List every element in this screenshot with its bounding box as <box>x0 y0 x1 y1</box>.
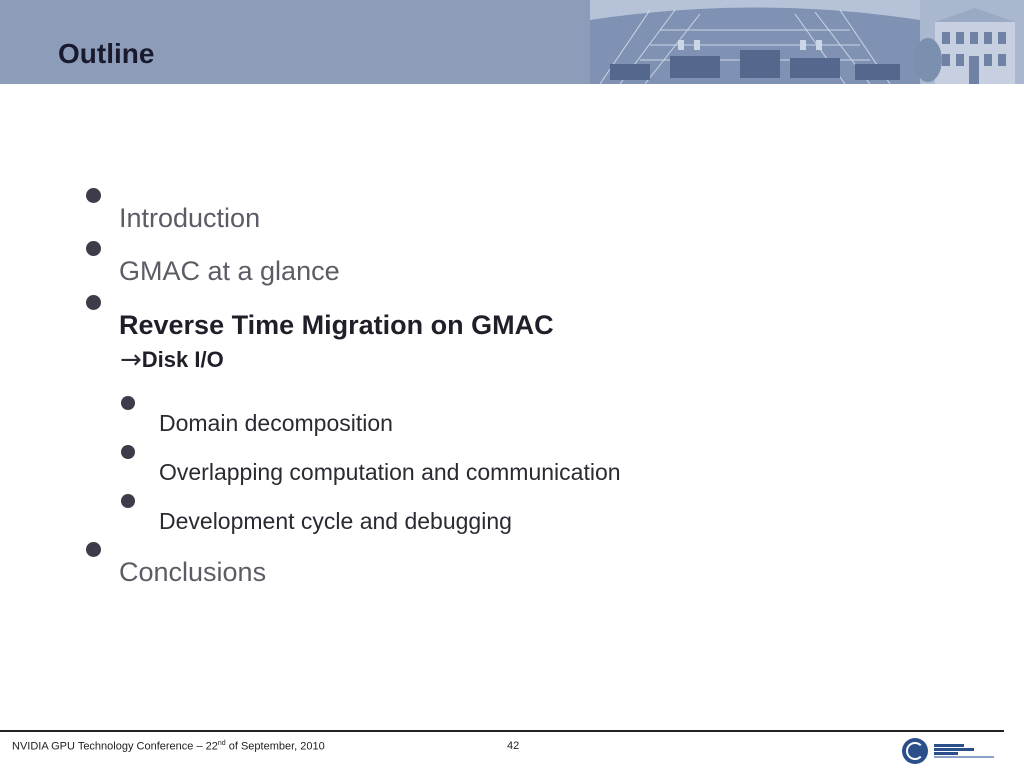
sub-list-item-text: Development cycle and debugging <box>159 508 512 534</box>
sub-list-item-text: Overlapping computation and communication <box>159 459 621 485</box>
list-item <box>86 295 554 340</box>
sub-list-item-text: Domain decomposition <box>159 410 393 436</box>
sub-list-item <box>121 445 621 485</box>
page-title: Outline <box>58 38 155 69</box>
bsc-logo <box>902 736 1012 766</box>
sub-list-item-text: Disk I/O <box>141 347 224 372</box>
list-item <box>86 542 266 587</box>
header-image <box>590 0 1024 84</box>
footer-conference-prefix: NVIDIA GPU Technology Conference – 22 <box>12 740 218 753</box>
list-item <box>86 188 260 233</box>
bullet-icon <box>86 542 101 557</box>
page-number: 42 <box>507 740 520 752</box>
bullet-icon <box>86 241 101 256</box>
bullet-icon <box>121 494 135 508</box>
bullet-icon <box>86 188 101 203</box>
bullet-icon <box>86 295 101 310</box>
footer-conference-sup: nd <box>217 740 226 747</box>
footer-divider <box>0 730 1004 732</box>
list-item <box>86 241 340 286</box>
list-item-text: Conclusions <box>119 557 267 587</box>
bullet-icon <box>121 396 135 410</box>
sub-list-item <box>121 396 393 436</box>
list-item-text: Introduction <box>119 203 261 233</box>
list-item-text: Reverse Time Migration on GMAC <box>119 310 554 340</box>
arrow-right-icon: → <box>120 345 142 375</box>
sub-list-item <box>121 494 512 534</box>
list-item-text: GMAC at a glance <box>119 256 340 286</box>
bsc-logo-wordmark <box>934 744 994 758</box>
footer-conference <box>12 740 325 753</box>
bsc-logo-icon <box>902 738 928 764</box>
sub-list-item <box>120 347 224 373</box>
footer-conference-suffix: of September, 2010 <box>225 740 325 753</box>
bullet-icon <box>121 445 135 459</box>
